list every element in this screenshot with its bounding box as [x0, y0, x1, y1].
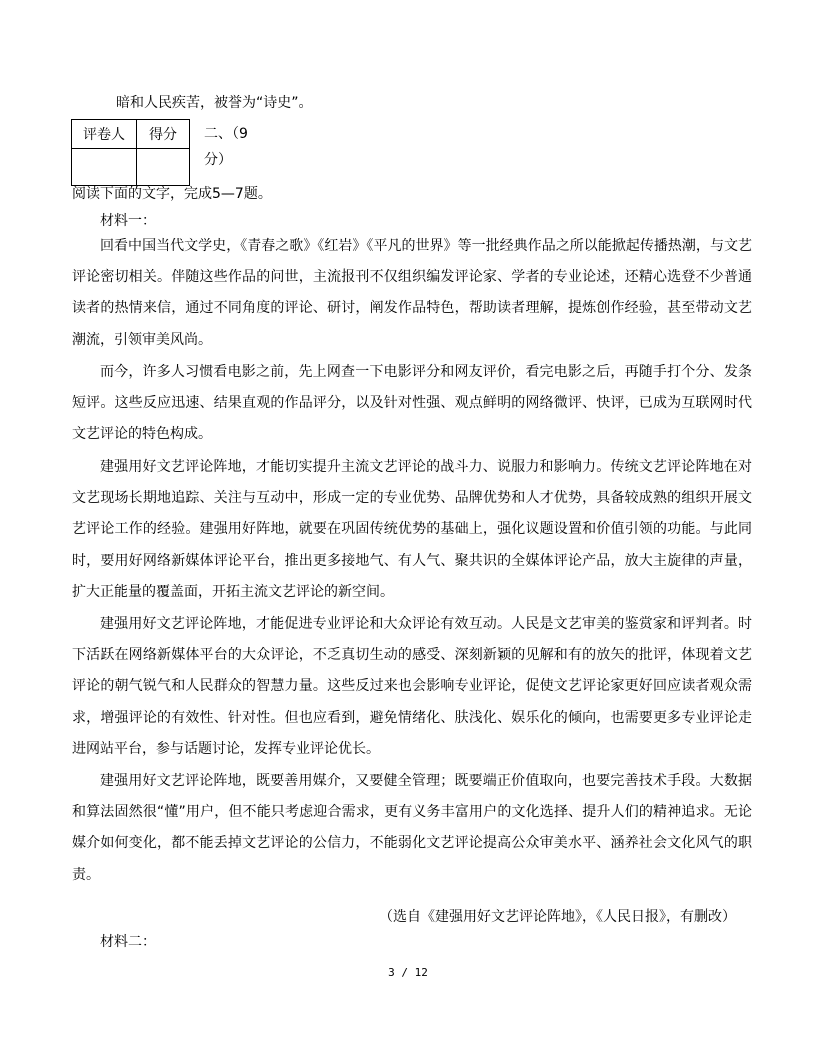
paragraph-3: 建强用好文艺评论阵地，才能切实提升主流文艺评论的战斗力、说服力和影响力。传统文艺评论阵地在对文艺现场长期地追踪、关注与互动中，形成一定的专业优势、品牌优势和人才优势，具备较成熟的组织开展文艺评论工作的经验。建强用好阵地，就要在巩固传统优势的基础上，强化议题设置和价值引领的功能。与此同时，要用好网络新媒体评论平台，推出更多接地气、有人气、聚共识的全媒体评论产品，放大主旋律的声量，扩大正能量的覆盖面，开拓主流文艺评论的新空间。: [72, 459, 752, 600]
score-cell: [137, 149, 190, 186]
paragraph-1: 回看中国当代文学史，《青春之歌》《红岩》《平凡的世界》等一批经典作品之所以能掀起传播热潮，与文艺评论密切相关。伴随这些作品的问世，主流报刊不仅组织编发评论家、学者的专业论述，还精心选登不少普通读者的热情来信，通过不同角度的评论、研讨，阐发作品特色，帮助读者理解，提炼创作经验，甚至带动文艺潮流，引领审美风尚。: [72, 238, 752, 348]
grader-cell: [72, 149, 137, 186]
material-two-label: 材料二：: [100, 934, 156, 950]
grader-header: 评卷人: [72, 120, 137, 149]
paragraph-5: 建强用好文艺评论阵地，既要善用媒介，又要健全管理；既要端正价值取向，也要完善技术手段。大数据和算法固然很“懂”用户，但不能只考虑迎合需求，更有义务丰富用户的文化选择、提升人们的精神追求。无论媒介如何变化，都不能丢掉文艺评论的公信力，不能弱化文艺评论提高公众审美水平、涵养社会文化风气的职责。: [72, 773, 752, 883]
section-heading-line1: 二、（9: [204, 126, 248, 142]
material-one-label: 材料一：: [100, 213, 156, 229]
score-table: [71, 119, 190, 186]
source-citation: （选自《建强用好文艺评论阵地》，《人民日报》，有删改）: [379, 909, 736, 925]
score-header: 得分: [137, 120, 190, 149]
page-number: 3 / 12: [388, 966, 428, 979]
intro-line: 暗和人民疾苦，被誉为“诗史”。: [116, 95, 313, 111]
section-heading-line2: 分）: [204, 152, 232, 168]
paragraph-2: 而今，许多人习惯看电影之前，先上网查一下电影评分和网友评价，看完电影之后，再随手打个分、发条短评。这些反应迅速、结果直观的作品评分，以及针对性强、观点鲜明的网络微评、快评，已成为互联网时代文艺评论的特色构成。: [72, 364, 752, 443]
instruction: 阅读下面的文字，完成5—7题。: [72, 186, 272, 202]
paragraph-4: 建强用好文艺评论阵地，才能促进专业评论和大众评论有效互动。人民是文艺审美的鉴赏家和评判者。时下活跃在网络新媒体平台的大众评论，不乏真切生动的感受、深刻新颖的见解和有的放矢的批评，体现着文艺评论的朝气锐气和人民群众的智慧力量。这些反过来也会影响专业评论，促使文艺评论家更好回应读者观众需求，增强评论的有效性、针对性。但也应看到，避免情绪化、肤浅化、娱乐化的倾向，也需要更多专业评论走进网站平台，参与话题讨论，发挥专业评论优长。: [72, 616, 752, 757]
